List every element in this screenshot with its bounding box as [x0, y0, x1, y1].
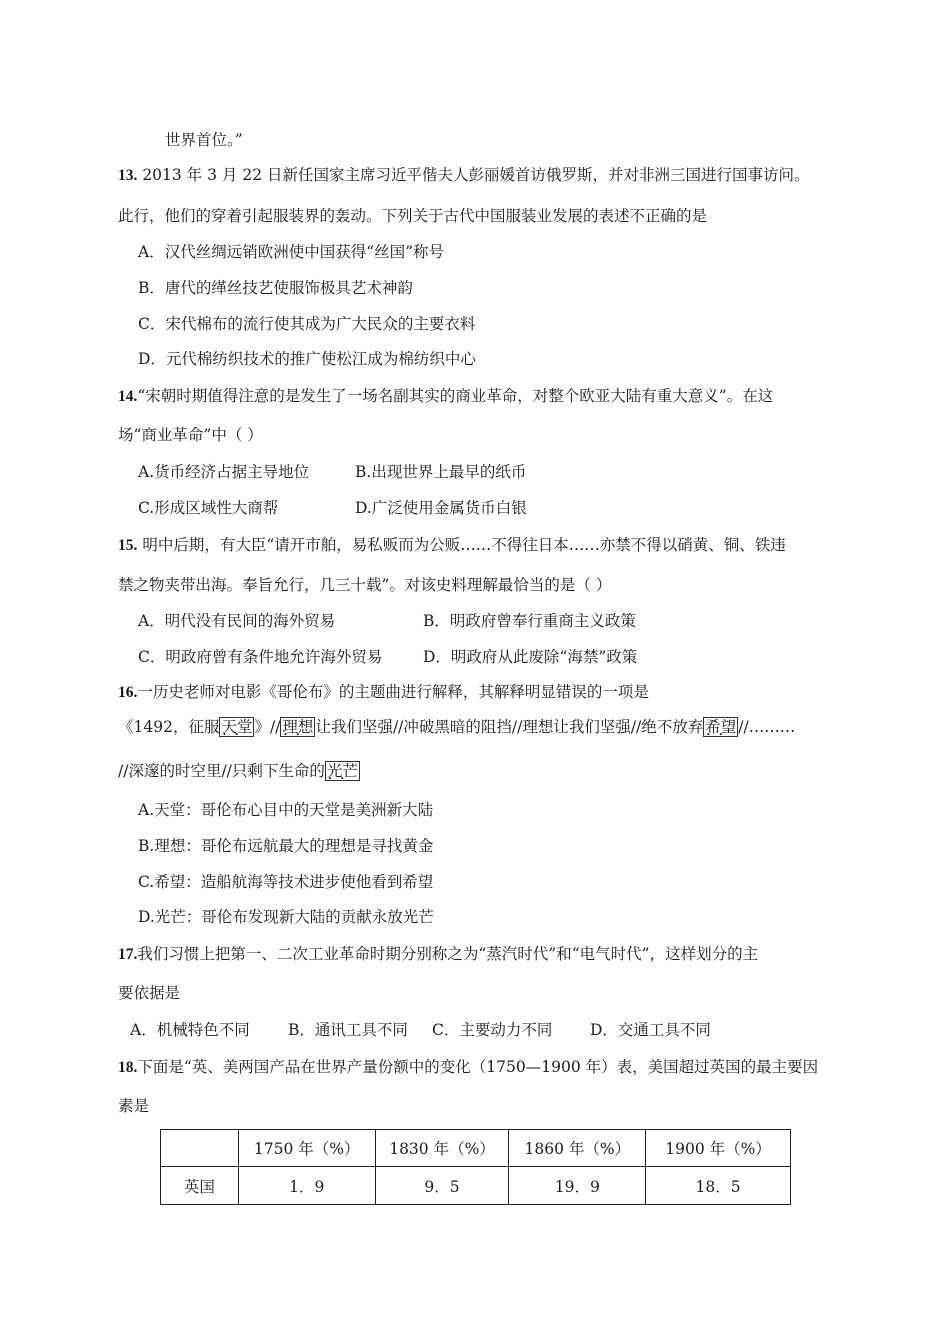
table-cell: 1．9 [238, 1167, 375, 1205]
lyric-text: 让我们坚强//冲破黑暗的阻挡//理想让我们坚强//绝不放弃 [315, 718, 704, 736]
question-15-line1 [118, 535, 786, 556]
table-cell: 18．5 [646, 1167, 791, 1205]
q17-option-b: B．通讯工具不同 [288, 1021, 408, 1039]
keyword-light: 光芒 • • [325, 761, 360, 781]
q13-option-a: A．汉代丝绸远销欧洲使中国获得“丝国”称号 [138, 243, 445, 261]
q13-option-c: C．宋代棉布的流行使其成为广大民众的主要衣料 [138, 315, 476, 333]
q15-option-b: B．明政府曾奉行重商主义政策 [423, 612, 636, 630]
lyric-text: //深邃的时空里//只剩下生命的 [118, 762, 325, 780]
question-number: 15. [118, 537, 138, 554]
song-lyric-line2 [118, 761, 360, 781]
question-text: 2013 年 3 月 22 日新任国家主席习近平偕夫人彭丽媛首访俄罗斯，并对非洲三国进行国事访问。 [142, 166, 810, 184]
q16-option-b: B.理想：哥伦布远航最大的理想是寻找黄金 [138, 837, 434, 855]
table-header-cell [161, 1130, 239, 1167]
question-14-line2: 场“商业革命”中（ ） [118, 426, 263, 444]
table-row [161, 1167, 791, 1205]
table-cell: 9．5 [375, 1167, 509, 1205]
keyword-ideal: 理想 • • [280, 717, 315, 737]
previous-question-tail: 世界首位。” [165, 131, 243, 149]
q15-option-c: C．明政府曾有条件地允许海外贸易 [138, 648, 383, 666]
q17-option-d: D．交通工具不同 [590, 1021, 711, 1039]
keyword-hope: 希望 • • [703, 717, 738, 737]
table-header-cell: 1900 年（%） [646, 1130, 791, 1167]
question-number: 13. [118, 167, 138, 184]
question-number: 18. [118, 1059, 138, 1076]
question-17-line1 [118, 944, 758, 965]
question-text: 一历史老师对电影《哥伦布》的主题曲进行解释，其解释明显错误的一项是 [137, 683, 649, 701]
q15-option-d: D．明政府从此废除“海禁”政策 [423, 648, 638, 666]
q17-option-a: A．机械特色不同 [130, 1021, 250, 1039]
question-13-line2: 此行，他们的穿着引起服装界的轰动。下列关于古代中国服装业发展的表述不正确的是 [118, 207, 708, 225]
question-14-line1 [118, 386, 773, 407]
q13-option-d: D．元代棉纺织技术的推广使松江成为棉纺织中心 [138, 350, 476, 368]
q13-option-b: B．唐代的缂丝技艺使服饰极具艺术神韵 [138, 279, 413, 297]
song-lyric-line1 [118, 717, 795, 737]
q17-option-c: C．主要动力不同 [432, 1021, 553, 1039]
lyric-text: 》// [254, 718, 281, 736]
question-18-line2: 素是 [118, 1097, 150, 1115]
question-text: 明中后期，有大臣“请开市舶，易私贩而为公贩……不得往日本……亦禁不得以硝黄、铜、铁违 [142, 536, 786, 554]
q14-option-d: D.广泛使用金属货币白银 [355, 499, 527, 517]
question-17-line2: 要依据是 [118, 984, 181, 1002]
question-text: 下面是“英、美两国产品在世界产量份额中的变化（1750—1900 年）表，美国超过英国的最主要因 [137, 1058, 819, 1076]
table-header-cell: 1750 年（%） [238, 1130, 375, 1167]
question-text: “宋朝时期值得注意的是发生了一场名副其实的商业革命，对整个欧亚大陆有重大意义”。在这 [137, 387, 774, 405]
question-number: 17. [118, 946, 138, 963]
question-number: 14. [118, 388, 138, 405]
lyric-text: 《1492，征服 [118, 718, 220, 736]
q14-option-c: C.形成区域性大商帮 [138, 499, 279, 517]
q16-option-a: A.天堂：哥伦布心目中的天堂是美洲新大陆 [138, 801, 434, 819]
table-header-row [161, 1130, 791, 1167]
question-text: 我们习惯上把第一、二次工业革命时期分别称之为“蒸汽时代”和“电气时代”，这样划分的主 [137, 945, 759, 963]
q14-option-a: A.货币经济占据主导地位 [138, 463, 310, 481]
table-header-cell: 1830 年（%） [375, 1130, 509, 1167]
q14-option-b: B.出现世界上最早的纸币 [355, 463, 527, 481]
q15-option-a: A．明代没有民间的海外贸易 [138, 612, 336, 630]
q16-option-d: D.光芒：哥伦布发现新大陆的贡献永放光芒 [138, 908, 434, 926]
table-header-cell: 1860 年（%） [509, 1130, 646, 1167]
table-cell: 19．9 [509, 1167, 646, 1205]
question-number: 16. [118, 684, 138, 701]
production-share-table [160, 1129, 791, 1205]
keyword-heaven: 天堂 • • [219, 717, 254, 737]
lyric-text: //……… [738, 718, 796, 736]
q16-option-c: C.希望：造船航海等技术进步使他看到希望 [138, 873, 434, 891]
question-16-line1 [118, 682, 649, 703]
question-13-line1 [118, 165, 809, 186]
question-15-line2: 禁之物夹带出海。奉旨允行，几三十载”。对该史料理解最恰当的是（ ） [118, 576, 612, 594]
question-18-line1 [118, 1057, 818, 1078]
table-cell: 英国 [161, 1167, 239, 1205]
